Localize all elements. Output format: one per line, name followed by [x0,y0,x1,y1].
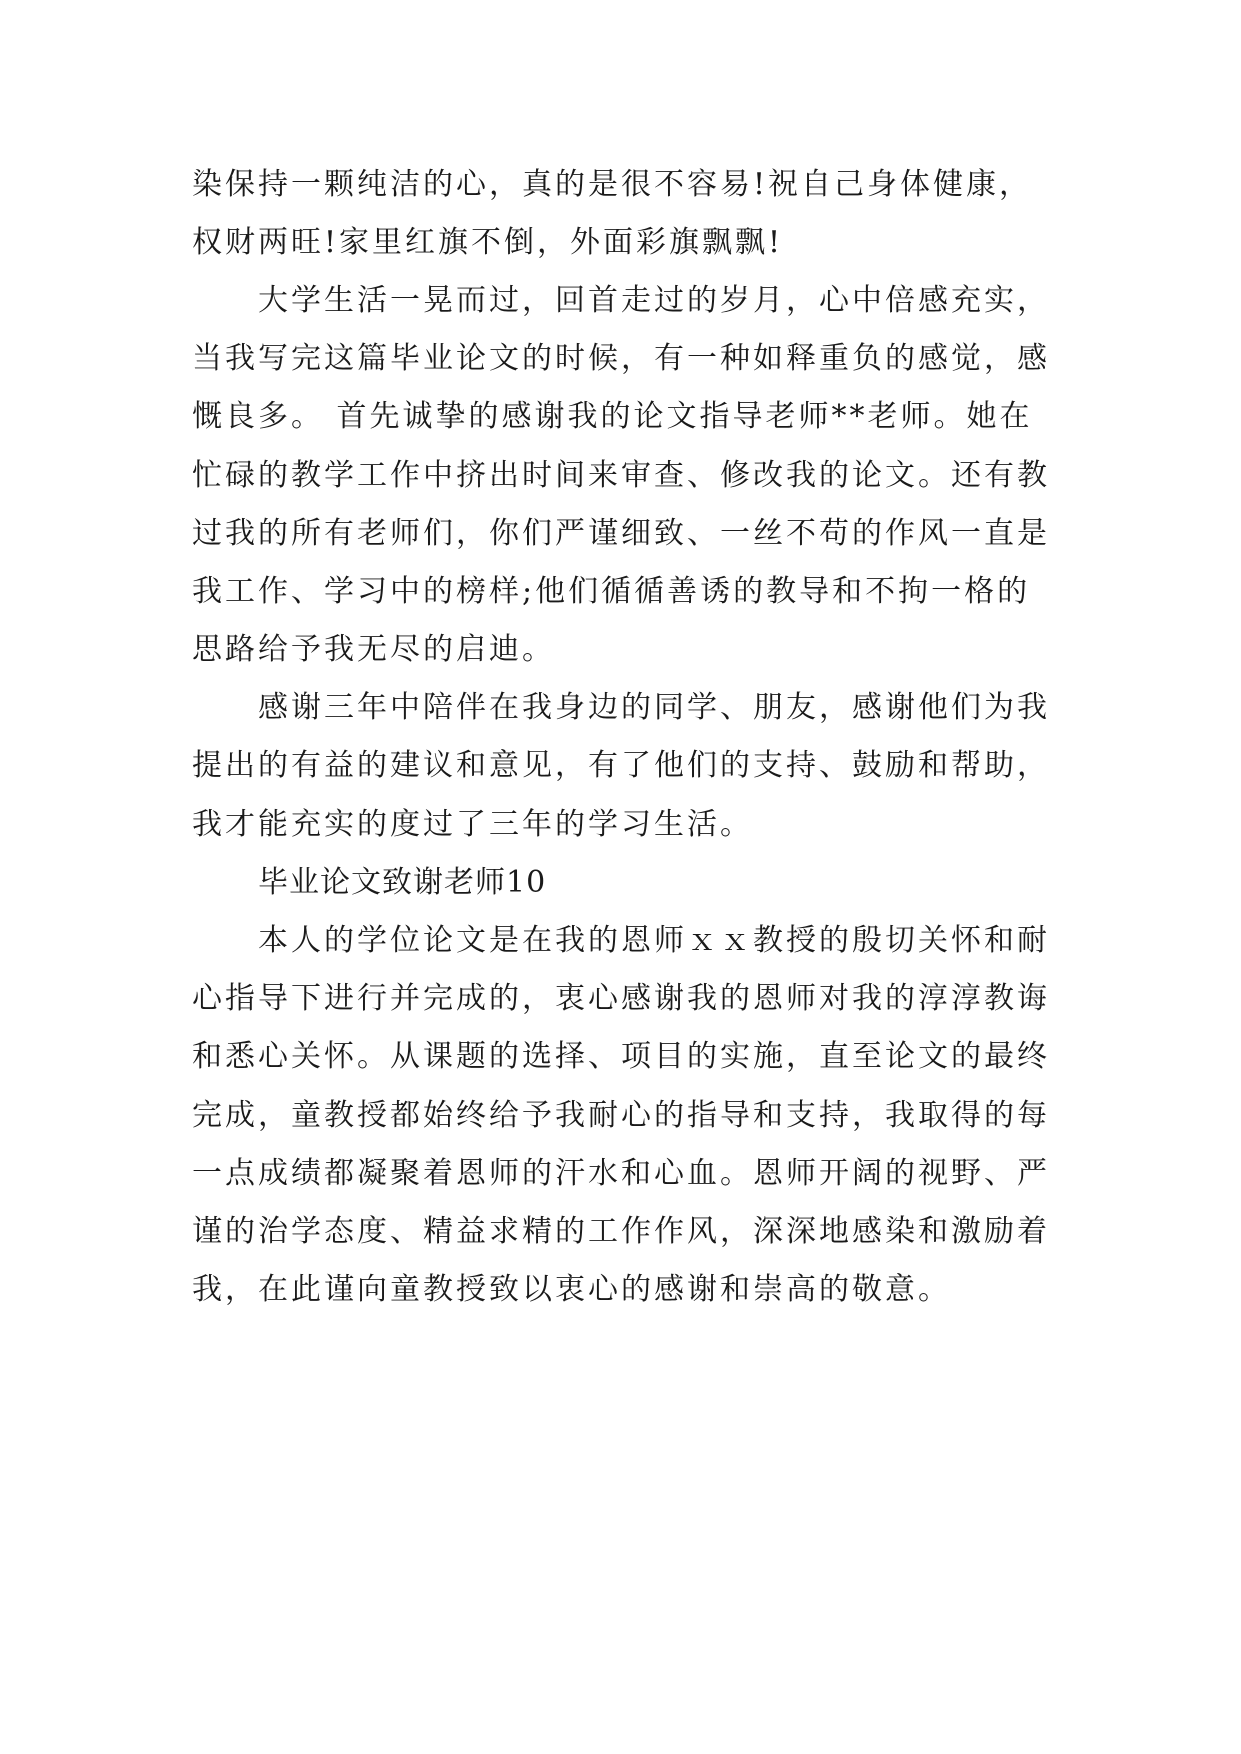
text-line: 染保持一颗纯洁的心，真的是很不容易!祝自己身体健康， [192,167,1033,202]
text-line: 一点成绩都凝聚着恩师的汗水和心血。恩师开阔的视野、严 [192,1156,1050,1191]
text-line: 我工作、学习中的榜样;他们循循善诱的教导和不拘一格的 [192,574,1031,609]
paragraph-start-line: 大学生活一晃而过，回首走过的岁月，心中倍感充实， [258,283,1050,318]
text-line: 当我写完这篇毕业论文的时候，有一种如释重负的感觉，感 [192,341,1050,376]
text-line: 慨良多。 首先诚挚的感谢我的论文指导老师**老师。她在 [192,399,1033,434]
paragraph-start-line: 本人的学位论文是在我的恩师ｘｘ教授的殷切关怀和耐 [258,923,1050,958]
text-line: 权财两旺!家里红旗不倒，外面彩旗飘飘! [192,225,784,260]
text-line: 完成，童教授都始终给予我耐心的指导和支持，我取得的每 [192,1098,1050,1133]
text-line: 提出的有益的建议和意见，有了他们的支持、鼓励和帮助， [192,748,1050,783]
text-line: 谨的治学态度、精益求精的工作作风，深深地感染和激励着 [192,1214,1050,1249]
text-line: 思路给予我无尽的启迪。 [192,632,555,667]
text-line: 过我的所有老师们，你们严谨细致、一丝不苟的作风一直是 [192,516,1050,551]
text-line: 和悉心关怀。从课题的选择、项目的实施，直至论文的最终 [192,1039,1050,1074]
text-line: 我，在此谨向童教授致以衷心的感谢和崇高的敬意。 [192,1272,951,1307]
section-heading: 毕业论文致谢老师10 [258,865,547,900]
text-line: 忙碌的教学工作中挤出时间来审查、修改我的论文。还有教 [192,458,1050,493]
text-line: 我才能充实的度过了三年的学习生活。 [192,807,753,842]
text-line: 心指导下进行并完成的，衷心感谢我的恩师对我的淳淳教诲 [192,981,1050,1016]
paragraph-start-line: 感谢三年中陪伴在我身边的同学、朋友，感谢他们为我 [258,690,1050,725]
